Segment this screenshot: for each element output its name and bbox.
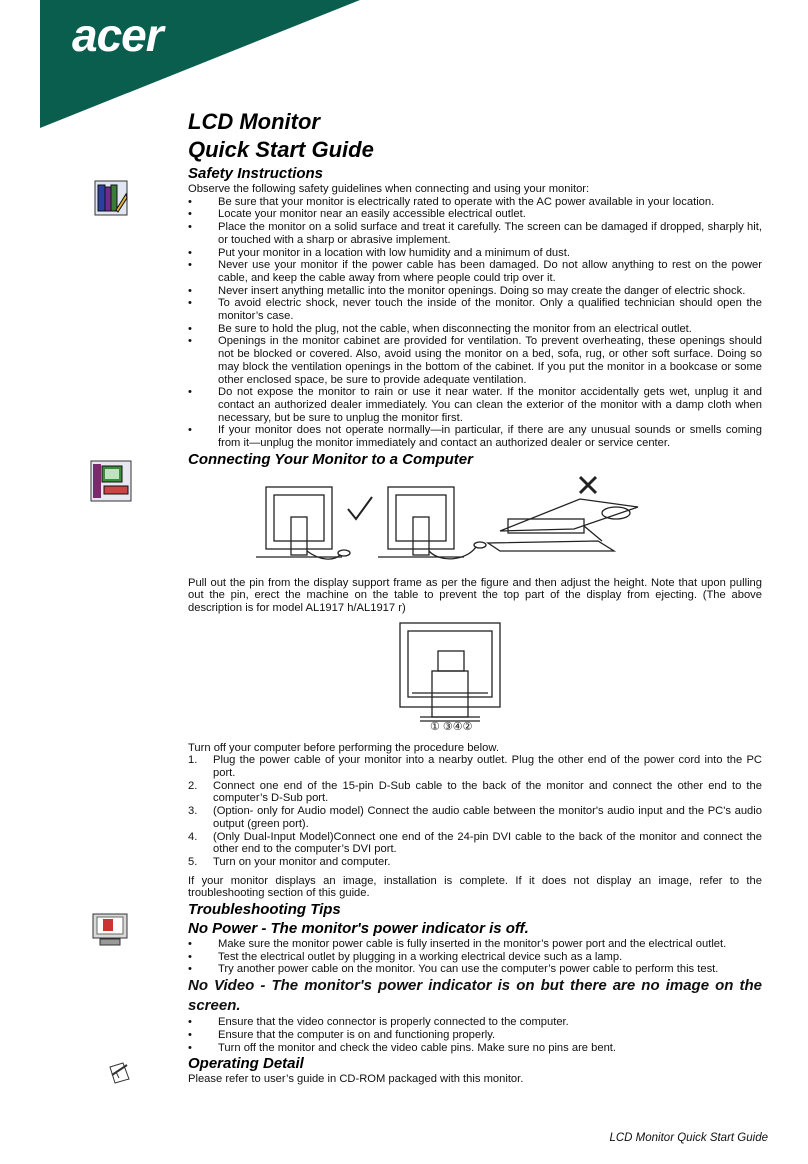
note-pencil-icon [107, 1061, 133, 1085]
no-power-list [188, 938, 762, 976]
list-item: • Be sure that your monitor is electrically rated to operate with the AC power available in your location. [188, 196, 762, 209]
step-number: 3. [188, 805, 198, 818]
list-item: • Put your monitor in a location with low humidity and a minimum of dust. [188, 247, 762, 260]
port-number-labels: ① ③④② [430, 720, 473, 733]
list-item: • Ensure that the video connector is properly connected to the computer. [188, 1016, 762, 1029]
books-icon [94, 180, 128, 216]
list-item: • Ensure that the computer is on and functioning properly. [188, 1029, 762, 1042]
list-item [188, 856, 762, 869]
operating-text: Please refer to user’s guide in CD-ROM packaged with this monitor. [188, 1073, 524, 1086]
safety-intro: Observe the following safety guidelines when connecting and using your monitor: [188, 183, 590, 195]
page-footer: LCD Monitor Quick Start Guide [609, 1132, 768, 1144]
list-item: • Be sure to hold the plug, not the cable, when disconnecting the monitor from an electrical outlet. [188, 323, 762, 336]
list-item [188, 805, 762, 830]
computer-connection-icon [90, 460, 132, 502]
list-item: • Never use your monitor if the power cable has been damaged. Do not allow anything to rest on the power cable, and keep the cable away from where people could trip over it. [188, 259, 762, 284]
no-video-heading: No Video - The monitor's power indicator is on but there are no image on the screen. [188, 977, 762, 1015]
list-item: • Locate your monitor near an easily accessible electrical outlet. [188, 208, 762, 221]
step-text: Connect one end of the 15-pin D-Sub cable to the back of the monitor and connect the other end to the computer’s D-Sub port. [213, 779, 762, 805]
list-item: • Turn off the monitor and check the video cable pins. Make sure no pins are bent. [188, 1042, 762, 1055]
acer-logo: acer [72, 9, 163, 61]
procedure-outro: If your monitor displays an image, installation is complete. If it does not display an image, refer to the troubleshooting section of this guide. [188, 874, 762, 900]
safety-heading: Safety Instructions [188, 165, 324, 182]
list-item [188, 831, 762, 856]
step-text: (Option- only for Audio model) Connect the audio cable between the monitor's audio input and the PC's audio output (green port). [213, 805, 762, 830]
list-item: • If your monitor does not operate normally—in particular, if there are any unusual sounds or smells coming from it—unplug the monitor immediately and contact an authorized dealer or service center. [188, 424, 762, 449]
list-item: • Make sure the monitor power cable is fully inserted in the monitor’s power port and the electrical outlet. [188, 938, 762, 951]
connecting-heading: Connecting Your Monitor to a Computer [188, 450, 473, 468]
procedure-intro: Turn off your computer before performing the procedure below. [188, 741, 499, 754]
pin-instructions: Pull out the pin from the display support frame as per the figure and then adjust the height. Note that upon pulling out the pin, erect the machine on the table to prevent the top part of the display from ejecting. (The above description is for model AL1917 h/AL1917 r) [188, 576, 762, 615]
troubleshooting-heading: Troubleshooting Tips [188, 901, 341, 919]
safety-list [188, 196, 762, 450]
list-item: • Test the electrical outlet by plugging in a working electrical device such as a lamp. [188, 951, 762, 964]
title-line-2: Quick Start Guide [188, 137, 374, 162]
monitor-tips-icon [92, 913, 128, 947]
list-item: • Try another power cable on the monitor. You can use the computer’s power cable to perform this test. [188, 963, 762, 976]
monitor-back-ports-figure [188, 621, 762, 729]
no-power-heading: No Power - The monitor's power indicator is off. [188, 920, 529, 938]
step-number: 4. [188, 830, 198, 843]
step-number: 5. [188, 855, 198, 868]
list-item: • Never insert anything metallic into the monitor openings. Doing so may create the danger of electric shock. [188, 285, 762, 298]
list-item [188, 754, 762, 779]
step-number: 1. [188, 754, 198, 767]
no-video-list [188, 1016, 762, 1054]
pin-removal-figure [188, 469, 762, 577]
step-number: 2. [188, 779, 198, 792]
list-item: • Place the monitor on a solid surface and treat it carefully. The screen can be damaged if dropped, sharply hit, or touched with a sharp or abrasive implement. [188, 221, 762, 246]
list-item [188, 780, 762, 805]
list-item: • Do not expose the monitor to rain or use it near water. If the monitor accidentally gets wet, unplug it and contact an authorized dealer immediately. You can clean the exterior of the monitor with a damp cloth when necessary, but be sure to unplug the monitor first. [188, 386, 762, 424]
step-text: Turn on your monitor and computer. [213, 855, 391, 868]
step-text: Plug the power cable of your monitor into a nearby outlet. Plug the other end of the power cord into the PC port. [213, 754, 762, 779]
list-item: • To avoid electric shock, never touch the inside of the monitor. Only a qualified technician should open the monitor’s case. [188, 297, 762, 322]
document-body [188, 108, 762, 1086]
title-line-1: LCD Monitor [188, 109, 320, 134]
step-text: (Only Dual-Input Model)Connect one end of the 24-pin DVI cable to the back of the monitor and connect the other end to the computer’s DVI port. [213, 830, 762, 856]
list-item: • Openings in the monitor cabinet are provided for ventilation. To prevent overheating, these openings should not be blocked or covered. Also, avoid using the monitor on a bed, sofa, rug, or other soft surface. Doing so may block the ventilation openings in the bottom of the cabinet. If you put the monitor in a bookcase or some other enclosed space, be sure to provide adequate ventilation. [188, 335, 762, 386]
operating-heading: Operating Detail [188, 1055, 304, 1073]
connection-steps [188, 754, 762, 868]
